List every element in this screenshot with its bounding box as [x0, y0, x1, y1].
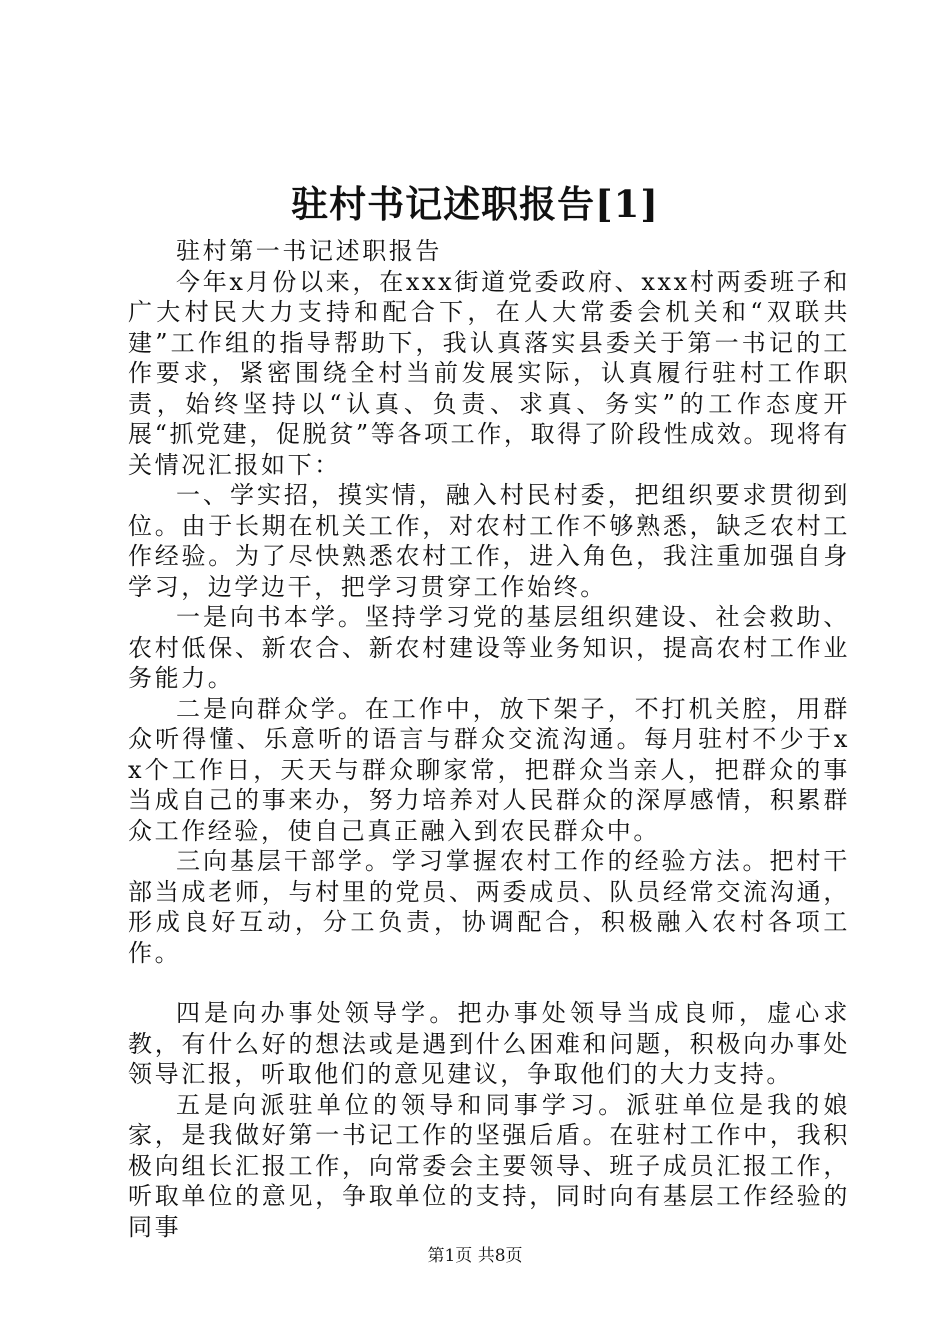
point-five-paragraph: 五是向派驻单位的领导和同事学习。派驻单位是我的娘家，是我做好第一书记工作的坚强后盾。在驻村工作中，我积极向组长汇报工作，向常委会主要领导、班子成员汇报工作，听取单位的意见，争取单位的支持，同时向有基层工作经验的同事 — [128, 1090, 850, 1241]
section-one-paragraph: 一、学实招，摸实情，融入村民村委，把组织要求贯彻到位。由于长期在机关工作，对农村工作不够熟悉，缺乏农村工作经验。为了尽快熟悉农村工作，进入角色，我注重加强自身学习，边学边干，把学习贯穿工作始终。 — [128, 481, 850, 601]
point-four-paragraph: 四是向办事处领导学。把办事处领导当成良师，虚心求教，有什么好的想法或是遇到什么困难和问题，积极向办事处领导汇报，听取他们的意见建议，争取他们的大力支持。 — [128, 999, 850, 1088]
intro-paragraph: 今年x月份以来，在xxx街道党委政府、xxx村两委班子和广大村民大力支持和配合下，在人大常委会机关和“双联共建”工作组的指导帮助下，我认真落实县委关于第一书记的工作要求，紧密围绕全村当前发展实际，认真履行驻村工作职责，始终坚持以“认真、负责、求真、务实”的工作态度开展“抓党建，促脱贫”等各项工作，取得了阶段性成效。现将有关情况汇报如下： — [128, 267, 850, 479]
point-one-paragraph: 一是向书本学。坚持学习党的基层组织建设、社会救助、农村低保、新农合、新农村建设等业务知识，提高农村工作业务能力。 — [128, 603, 850, 692]
point-three-paragraph: 三向基层干部学。学习掌握农村工作的经验方法。把村干部当成老师，与村里的党员、两委成员、队员经常交流沟通，形成良好互动，分工负责，协调配合，积极融入农村各项工作。 — [128, 847, 850, 967]
report-subtitle: 驻村第一书记述职报告 — [176, 237, 442, 265]
document-title: 驻村书记述职报告[1] — [291, 182, 659, 226]
document-body — [128, 236, 850, 1242]
point-two-paragraph: 二是向群众学。在工作中，放下架子，不打机关腔，用群众听得懂、乐意听的语言与群众交流沟通。每月驻村不少于xx个工作日，天天与群众聊家常，把群众当亲人，把群众的事当成自己的事来办，努力培养对人民群众的深厚感情，积累群众工作经验，使自己真正融入到农民群众中。 — [128, 694, 850, 845]
page-number-footer: 第1页 共8页 — [427, 1246, 523, 1266]
